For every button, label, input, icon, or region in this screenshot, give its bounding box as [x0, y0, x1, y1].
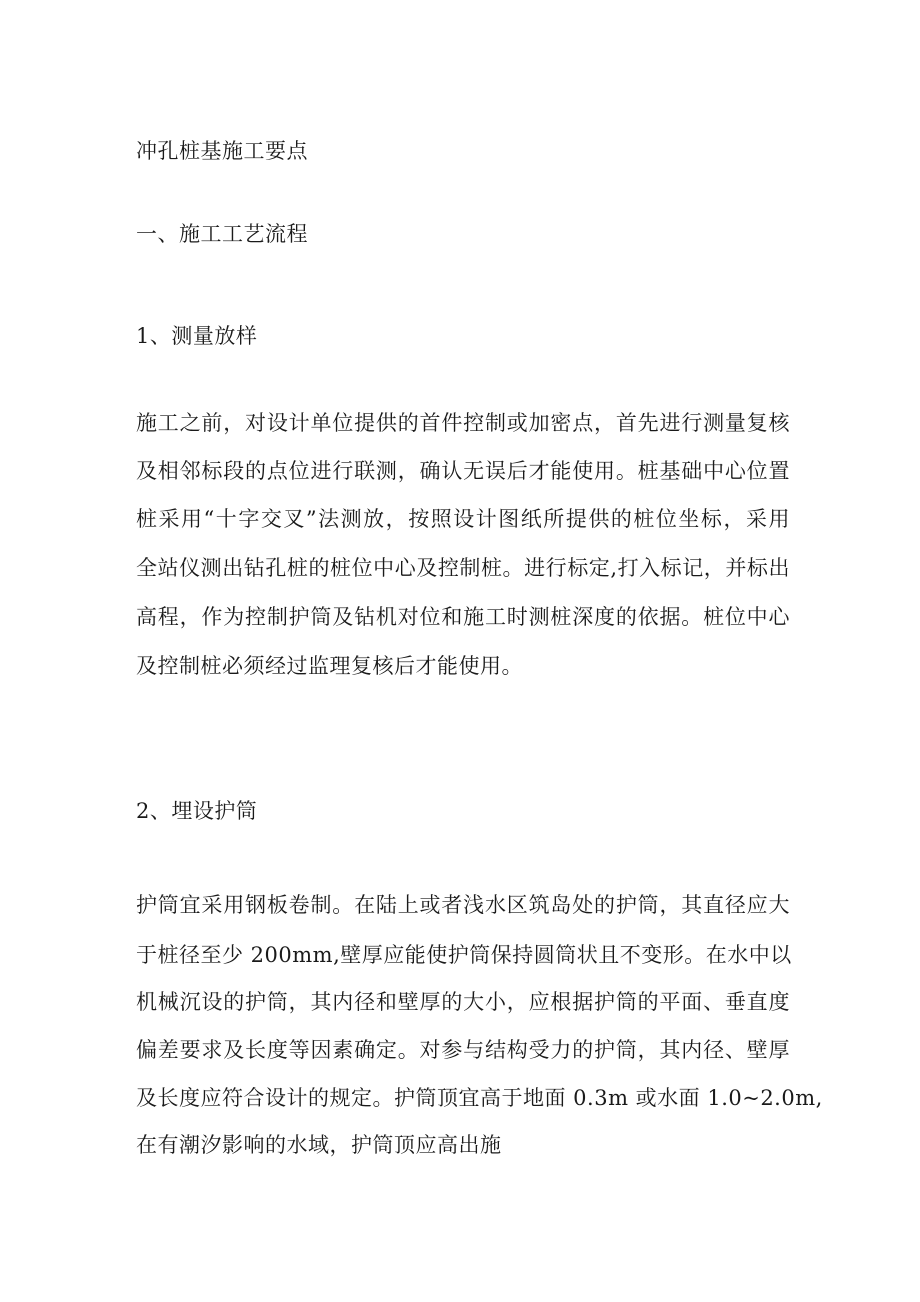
paragraph-line: 及控制桩必须经过监理复核后才能使用。	[136, 654, 523, 678]
paragraph-line: 桩采用“十字交叉”法测放，按照设计图纸所提供的桩位坐标，采用	[136, 507, 790, 531]
paragraph-line: 及相邻标段的点位进行联测，确认无误后才能使用。桩基础中心位置	[136, 459, 790, 483]
paragraph-line: 及长度应符合设计的规定。护筒顶宜高于地面 0.3m 或水面 1.0~2.0m,	[136, 1086, 823, 1110]
paragraph-line: 于桩径至少 200mm,壁厚应能使护筒保持圆筒状且不变形。在水中以	[136, 943, 792, 967]
paragraph-line: 在有潮汐影响的水域，护筒顶应高出施	[136, 1133, 502, 1157]
paragraph-line: 全站仪测出钻孔桩的桩位中心及控制桩。进行标定,打入标记，并标出	[136, 556, 790, 580]
document-title: 冲孔桩基施工要点	[136, 139, 308, 163]
paragraph-line: 偏差要求及长度等因素确定。对参与结构受力的护筒，其内径、壁厚	[136, 1038, 790, 1062]
step-2-heading: 2、埋设护筒	[136, 799, 258, 823]
paragraph-line: 施工之前，对设计单位提供的首件控制或加密点，首先进行测量复核	[136, 411, 790, 435]
paragraph-line: 机械沉设的护筒，其内径和壁厚的大小，应根据护筒的平面、垂直度	[136, 990, 790, 1014]
paragraph-line: 高程，作为控制护筒及钻机对位和施工时测桩深度的依据。桩位中心	[136, 605, 790, 629]
section-heading: 一、施工工艺流程	[136, 222, 308, 246]
paragraph-line: 护筒宜采用钢板卷制。在陆上或者浅水区筑岛处的护筒，其直径应大	[136, 893, 790, 917]
step-1-heading: 1、测量放样	[136, 324, 258, 348]
